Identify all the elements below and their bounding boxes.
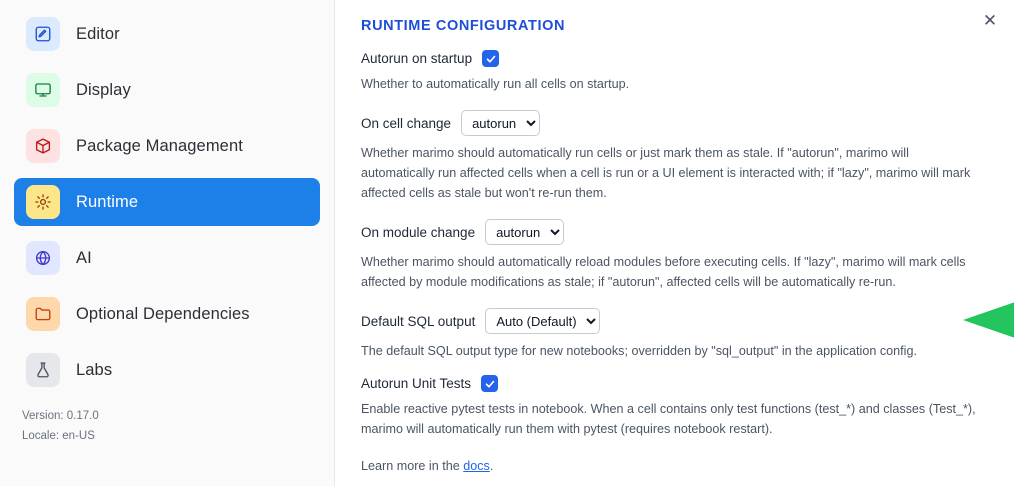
version-text: Version: 0.17.0 xyxy=(22,410,99,422)
autorun-startup-checkbox[interactable] xyxy=(482,50,499,67)
setting-on-cell-change xyxy=(361,110,984,203)
autorun-unit-tests-checkbox[interactable] xyxy=(481,375,498,392)
monitor-icon xyxy=(26,73,60,107)
on-cell-change-description: Whether marimo should automatically run cells or just mark them as stale. If "autorun", marimo will automatically run affected cells when a cell is run or a UI element is interacted with; if "lazy", marimo will mark affected cells as stale but won't re-run them. xyxy=(361,146,971,200)
sidebar-item-label: Editor xyxy=(76,24,120,43)
on-module-change-select[interactable] xyxy=(485,219,564,245)
setting-autorun-unit-tests xyxy=(361,375,984,439)
settings-sidebar xyxy=(0,0,335,486)
locale-text: Locale: en-US xyxy=(22,430,95,442)
on-module-change-description: Whether marimo should automatically reload modules before executing cells. If "lazy", marimo will mark cells affected by module modifications as stale; if "autorun", affected cells will be automatically re-run. xyxy=(361,255,966,289)
package-icon xyxy=(26,129,60,163)
learn-more-suffix: . xyxy=(489,459,494,473)
sidebar-item-labs[interactable] xyxy=(14,346,320,394)
on-cell-change-label: On cell change xyxy=(361,115,452,131)
setting-default-sql-output xyxy=(361,308,984,361)
settings-main-panel xyxy=(335,0,1014,486)
default-sql-output-select[interactable] xyxy=(485,308,600,334)
learn-more-prefix: Learn more in the xyxy=(361,459,464,473)
autorun-startup-label: Autorun on startup xyxy=(361,51,473,66)
on-cell-change-select[interactable] xyxy=(461,110,540,136)
autorun-startup-description: Whether to automatically run all cells on startup. xyxy=(361,77,630,91)
sidebar-item-label: Optional Dependencies xyxy=(76,304,250,323)
default-sql-output-description: The default SQL output type for new notebooks; overridden by "sql_output" in the application config. xyxy=(361,344,917,358)
learn-more-text xyxy=(361,459,984,473)
setting-autorun-on-startup xyxy=(361,50,984,94)
sidebar-item-ai[interactable] xyxy=(14,234,320,282)
setting-on-module-change xyxy=(361,219,984,292)
flask-icon xyxy=(26,353,60,387)
gear-icon xyxy=(26,185,60,219)
folder-icon xyxy=(26,297,60,331)
default-sql-output-label: Default SQL output xyxy=(361,313,476,329)
sidebar-item-display[interactable] xyxy=(14,66,320,114)
sidebar-item-package-management[interactable] xyxy=(14,122,320,170)
sidebar-item-label: Labs xyxy=(76,360,113,379)
autorun-unit-tests-label: Autorun Unit Tests xyxy=(361,376,472,391)
close-icon[interactable]: ✕ xyxy=(982,10,998,30)
sidebar-item-label: AI xyxy=(76,248,92,267)
sidebar-item-label: Display xyxy=(76,80,131,99)
on-module-change-label: On module change xyxy=(361,224,476,240)
docs-link[interactable]: docs xyxy=(463,459,490,473)
page-title: RUNTIME CONFIGURATION xyxy=(361,18,566,34)
autorun-unit-tests-description: Enable reactive pytest tests in notebook. When a cell contains only test functions (test_*) and classes (Test_*), marimo will automatically run them with pytest (requires notebook restart). xyxy=(361,402,976,436)
sidebar-item-runtime[interactable] xyxy=(14,178,320,226)
pencil-square-icon xyxy=(26,17,60,51)
sparkle-globe-icon xyxy=(26,241,60,275)
sidebar-item-editor[interactable] xyxy=(14,10,320,58)
sidebar-item-label: Package Management xyxy=(76,136,243,155)
sidebar-item-optional-dependencies[interactable] xyxy=(14,290,320,338)
sidebar-item-label: Runtime xyxy=(76,192,139,211)
sidebar-footer xyxy=(22,406,99,446)
